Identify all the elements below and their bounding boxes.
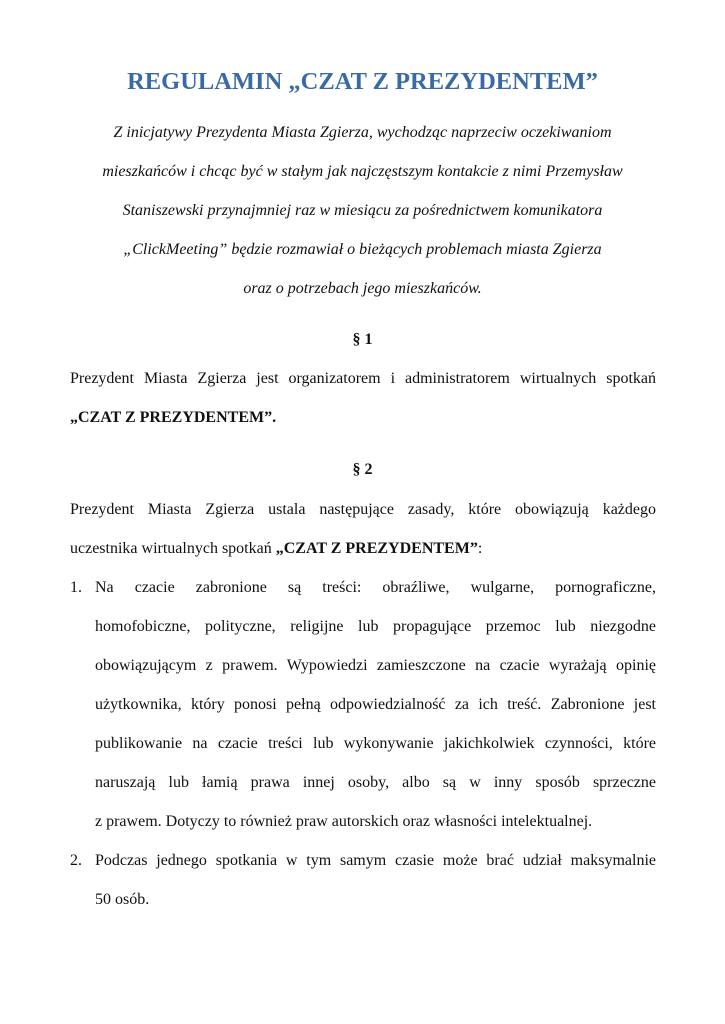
section-2-sign: § 2 (352, 461, 373, 478)
list-line: homofobiczne, polityczne, religijne lub propagujące przemoc lub niezgodne (95, 618, 656, 635)
intro-line: „ClickMeeting” będzie rozmawiał o bieżących problemach miasta Zgierza (123, 241, 602, 258)
section-1-paragraph (70, 359, 656, 437)
list-number: 1. (70, 579, 82, 596)
intro-line: oraz o potrzebach jego mieszkańców. (243, 280, 482, 297)
section-2-line-end: : (477, 540, 483, 557)
section-2-line-bold: „CZAT Z PREZYDENTEM” (275, 540, 478, 557)
list-line: Podczas jednego spotkania w tym samym czasie może brać udział maksymalnie (95, 852, 656, 869)
section-1-line: Prezydent Miasta Zgierza jest organizatorem i administratorem wirtualnych spotkań (70, 370, 656, 387)
section-2-line (70, 529, 656, 568)
rules-list (70, 568, 656, 919)
list-line: 50 osób. (95, 891, 150, 908)
list-line: użytkownika, który ponosi pełną odpowiedzialność za ich treść. Zabronione jest (95, 696, 656, 713)
section-2-line: Prezydent Miasta Zgierza ustala następujące zasady, które obowiązują każdego (70, 501, 656, 518)
section-2-paragraph (70, 490, 656, 568)
document-title: REGULAMIN „CZAT Z PREZYDENTEM” (127, 68, 598, 95)
section-1-sign: § 1 (352, 331, 373, 348)
list-line: naruszają lub łamią prawa innej osoby, albo są w inny sposób sprzeczne (95, 774, 656, 791)
intro-line: Staniszewski przynajmniej raz w miesiącu za pośrednictwem komunikatora (122, 202, 603, 219)
list-item (70, 841, 656, 919)
section-2-line-text: uczestnika wirtualnych spotkań (70, 540, 276, 557)
list-line: Na czacie zabronione są treści: obraźliwe, wulgarne, pornograficzne, (95, 579, 656, 596)
list-line: z prawem. Dotyczy to również praw autorskich oraz własności intelektualnej. (95, 813, 593, 830)
list-item (70, 568, 656, 841)
intro-line: mieszkańców i chcąc być w stałym jak najczęstszym kontakcie z nimi Przemysław (102, 163, 623, 180)
intro-line: Z inicjatywy Prezydenta Miasta Zgierza, wychodząc naprzeciw oczekiwaniom (113, 124, 612, 141)
section-1-line-bold: „CZAT Z PREZYDENTEM”. (70, 409, 277, 426)
list-line: obowiązującym z prawem. Wypowiedzi zamieszczone na czacie wyrażają opinię (95, 657, 656, 674)
list-line: publikowanie na czacie treści lub wykonywanie jakichkolwiek czynności, które (95, 735, 656, 752)
intro-paragraph (60, 113, 665, 308)
list-number: 2. (70, 852, 82, 869)
